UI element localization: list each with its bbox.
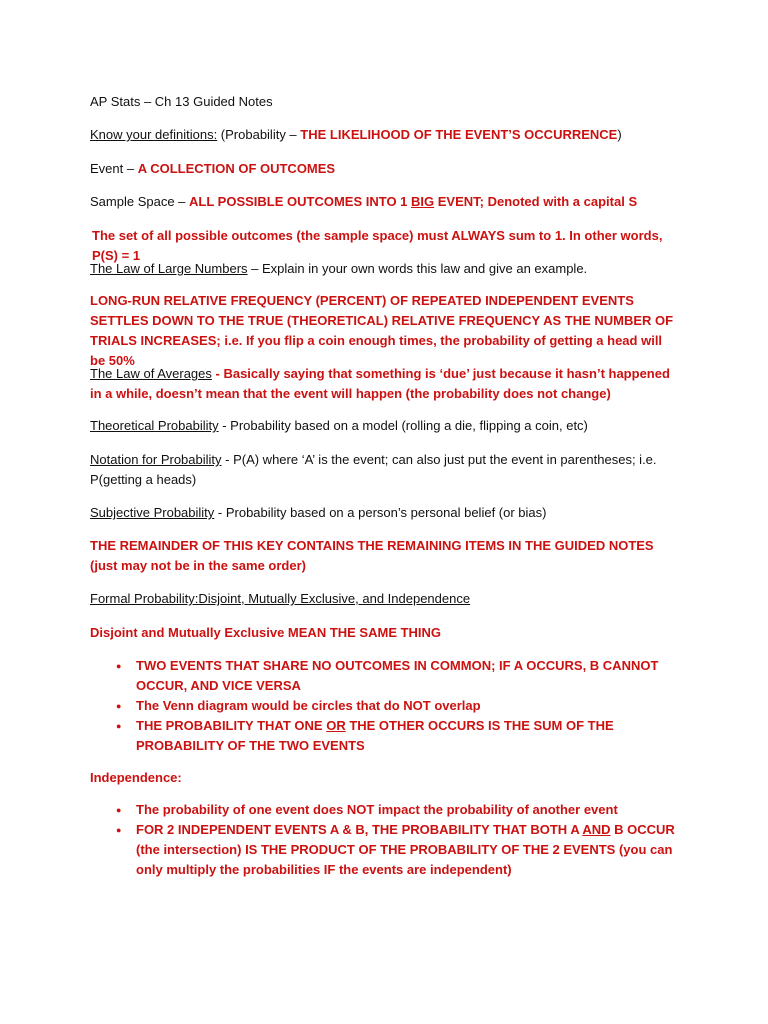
- subjective-term: Subjective Probability: [90, 505, 215, 520]
- sample-space-def-a: ALL POSSIBLE OUTCOMES INTO 1: [189, 194, 412, 209]
- definitions-line: [90, 125, 690, 145]
- event-term: Event –: [90, 161, 138, 176]
- formal-probability-heading: Formal Probability:Disjoint, Mutually Exclusive, and Independence: [90, 591, 471, 606]
- disjoint-bullet-1: TWO EVENTS THAT SHARE NO OUTCOMES IN COMMON; IF A OCCURS, B CANNOT OCCUR, AND VICE VERSA: [136, 658, 659, 693]
- document-title: [90, 92, 690, 112]
- list-item: [90, 820, 690, 880]
- probability-term: (Probability –: [217, 127, 301, 142]
- list-item: [90, 716, 690, 756]
- law-large-numbers-answer: LONG-RUN RELATIVE FREQUENCY (PERCENT) OF REPEATED INDEPENDENT EVENTS SETTLES DOWN TO THE TRUE (THEORETICAL) RELATIVE FREQUENCY AS THE NUMBER OF TRIALS INCREASES; i.e. If you flip a coin enough times, the probability of getting a head will be 50%: [90, 293, 674, 368]
- notation-line: [90, 450, 670, 490]
- independence-bullet-2a: FOR 2 INDEPENDENT EVENTS A & B, THE PROBABILITY THAT BOTH A: [136, 822, 583, 837]
- disjoint-list: [90, 656, 690, 756]
- remainder-note: THE REMAINDER OF THIS KEY CONTAINS THE REMAINING ITEMS IN THE GUIDED NOTES (just may not be in the same order): [90, 538, 654, 573]
- independence-bullet-2-and: AND: [582, 822, 611, 837]
- law-averages-term: The Law of Averages: [90, 366, 212, 381]
- independence-list: [90, 800, 690, 880]
- disjoint-bullet-3-or: OR: [326, 718, 346, 733]
- disjoint-heading: Disjoint and Mutually Exclusive MEAN THE SAME THING: [90, 625, 442, 640]
- notation-def: - P(A) where ‘A’ is the event; can also just put the event in parentheses; i.e. P(getting a heads): [90, 452, 657, 487]
- disjoint-bullet-3b: THE OTHER OCCURS IS THE SUM OF THE PROBABILITY OF THE TWO EVENTS: [136, 718, 614, 753]
- event-definition: A COLLECTION OF OUTCOMES: [137, 161, 336, 176]
- sample-space-def-b: EVENT; Denoted with a capital S: [434, 194, 638, 209]
- disjoint-bullet-2: The Venn diagram would be circles that do NOT overlap: [136, 698, 481, 713]
- title-text: AP Stats – Ch 13 Guided Notes: [90, 94, 273, 109]
- theoretical-line: [90, 416, 690, 436]
- disjoint-bullet-3a: THE PROBABILITY THAT ONE: [136, 718, 327, 733]
- sample-space-big: BIG: [411, 194, 435, 209]
- list-item: [90, 656, 690, 696]
- notation-term: Notation for Probability: [90, 452, 222, 467]
- list-item: [90, 696, 690, 716]
- list-item: [90, 800, 690, 820]
- theoretical-term: Theoretical Probability: [90, 418, 219, 433]
- event-line: [90, 159, 690, 179]
- theoretical-def: - Probability based on a model (rolling a die, flipping a coin, etc): [218, 418, 588, 433]
- probability-definition: THE LIKELIHOOD OF THE EVENT’S OCCURRENCE: [300, 127, 618, 142]
- subjective-line: [90, 503, 690, 523]
- law-large-numbers-line: [90, 259, 690, 279]
- sample-space-term: Sample Space –: [90, 194, 190, 209]
- independence-heading: Independence:: [90, 770, 182, 785]
- independence-bullet-1: The probability of one event does NOT impact the probability of another event: [136, 802, 618, 817]
- sample-space-line: [90, 192, 690, 212]
- probability-close: ): [617, 127, 622, 142]
- independence-bullet-2b: B OCCUR (the intersection) IS THE PRODUCT OF THE PROBABILITY OF THE 2 EVENTS (you can only multiply the probabilities IF the events are independent): [136, 822, 675, 877]
- subjective-def: - Probability based on a person’s personal belief (or bias): [214, 505, 547, 520]
- definitions-heading: Know your definitions:: [90, 127, 218, 142]
- sum-note: The set of all possible outcomes (the sample space) must ALWAYS sum to 1. In other words, P(S) = 1: [92, 228, 663, 263]
- law-averages-def: - Basically saying that something is ‘due’ just because it hasn’t happened in a while, doesn’t mean that the event will happen (the probability does not change): [90, 366, 670, 401]
- law-large-numbers-prompt: – Explain in your own words this law and give an example.: [247, 261, 588, 276]
- law-large-numbers-term: The Law of Large Numbers: [90, 261, 248, 276]
- law-averages-line: [90, 364, 670, 404]
